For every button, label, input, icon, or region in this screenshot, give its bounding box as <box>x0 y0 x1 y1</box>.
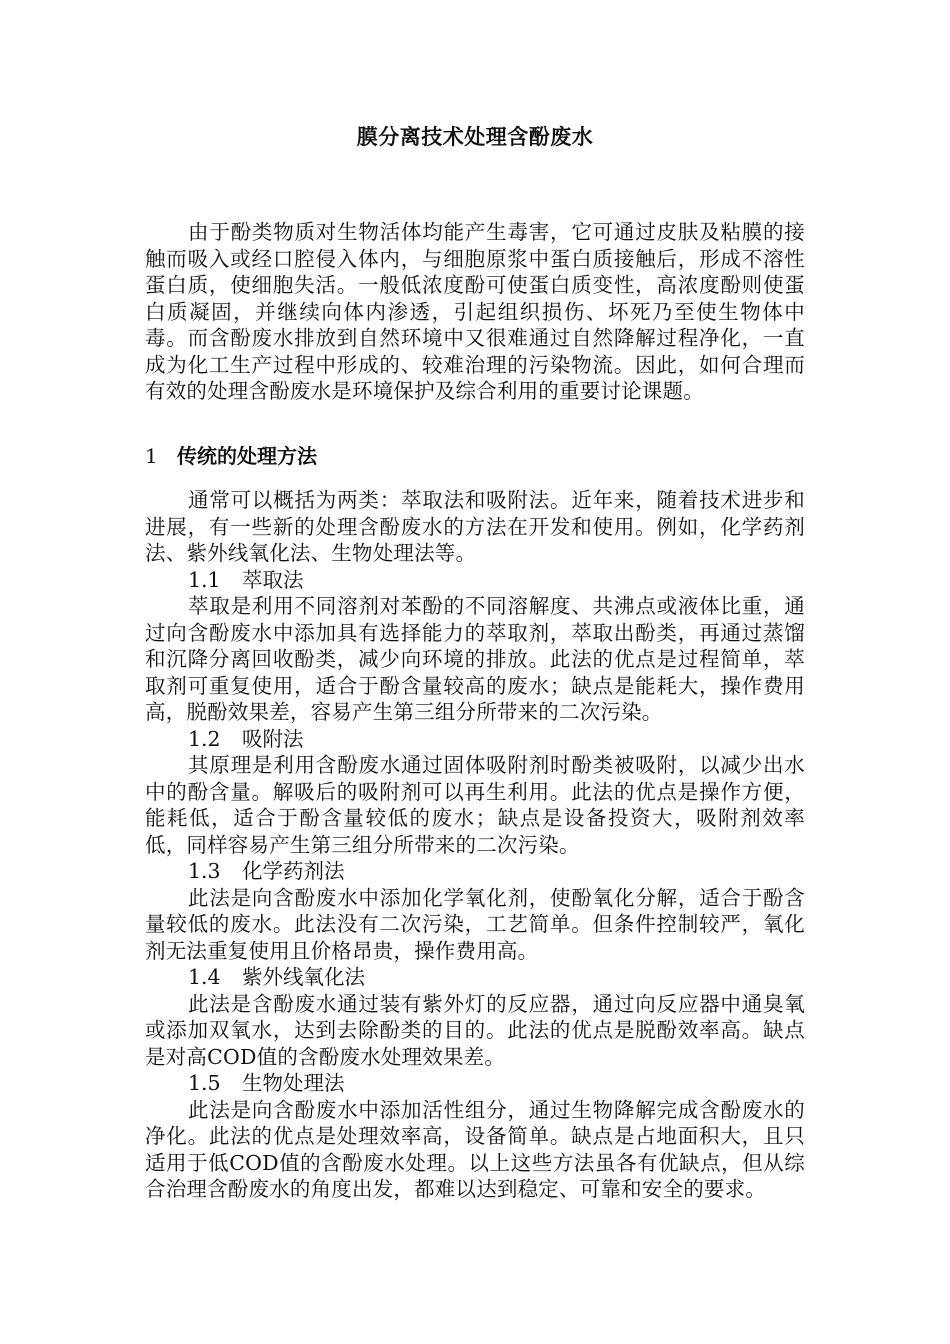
subsection-heading <box>145 567 805 594</box>
subsection-number: 1.5 <box>188 1071 221 1095</box>
subsection-number: 1.4 <box>188 965 221 989</box>
subsection-number: 1.2 <box>188 726 221 751</box>
subsection-heading <box>145 964 805 991</box>
intro-paragraph: 由于酚类物质对生物活体均能产生毒害，它可通过皮肤及粘膜的接触而吸入或经口腔侵入体内，与细胞原浆中蛋白质接触后，形成不溶性蛋白质，使细胞失活。一般低浓度酚可使蛋白质变性，高浓度酚则使蛋白质凝固，并继续向体内渗透，引起组织损伤、坏死乃至使生物体中毒。而含酚废水排放到自然环境中又很难通过自然降解过程净化，一直成为化工生产过程中形成的、较难治理的污染物流。因此，如何合理而有效的处理含酚废水是环境保护及综合利用的重要讨论课题。 <box>145 220 805 403</box>
section-overview-paragraph: 通常可以概括为两类：萃取法和吸附法。近年来，随着技术进步和进展，有一些新的处理含酚废水的方法在开发和使用。例如，化学药剂法、紫外线氧化法、生物处理法等。 <box>145 488 805 565</box>
subsection-title: 化学药剂法 <box>242 859 345 883</box>
subsection-paragraph: 萃取是利用不同溶剂对苯酚的不同溶解度、共沸点或液体比重，通过向含酚废水中添加具有选择能力的萃取剂，萃取出酚类，再通过蒸馏和沉降分离回收酚类，减少向环境的排放。此法的优点是过程简单，萃取剂可重复使用，适合于酚含量较高的废水；缺点是能耗大，操作费用高，脱酚效果差，容易产生第三组分所带来的二次污染。 <box>145 594 805 724</box>
subsection-heading <box>145 1070 805 1097</box>
section-1-body <box>145 487 805 1203</box>
subsection-paragraph: 此法是含酚废水通过装有紫外灯的反应器，通过向反应器中通臭氧或添加双氧水，达到去除酚类的目的。此法的优点是脱酚效率高。缺点是对高COD值的含酚废水处理效果差。 <box>145 991 805 1069</box>
subsection-heading <box>145 726 805 753</box>
subsection-paragraph: 其原理是利用含酚废水通过固体吸附剂时酚类被吸附，以减少出水中的酚含量。解吸后的吸附剂可以再生利用。此法的优点是操作方便，能耗低，适合于酚含量较低的废水；缺点是设备投资大，吸附剂效率低，同样容易产生第三组分所带来的二次污染。 <box>145 753 805 857</box>
intro-section <box>145 219 805 405</box>
section-number: 1 <box>145 444 158 468</box>
subsection-title: 紫外线氧化法 <box>242 965 365 989</box>
subsection-paragraph: 此法是向含酚废水中添加化学氧化剂，使酚氧化分解，适合于酚含量较低的废水。此法没有二次污染，工艺简单。但条件控制较严，氧化剂无法重复使用且价格昂贵，操作费用高。 <box>145 885 805 963</box>
subsection-title: 萃取法 <box>242 567 304 592</box>
section-1-heading <box>145 441 805 471</box>
subsection-title: 生物处理法 <box>242 1071 345 1095</box>
subsection-heading <box>145 858 805 885</box>
subsection-number: 1.3 <box>188 859 221 883</box>
subsection-title: 吸附法 <box>242 726 304 751</box>
subsection-number: 1.1 <box>188 567 221 592</box>
section-title: 传统的处理方法 <box>177 444 317 468</box>
document-title: 膜分离技术处理含酚废水 <box>356 124 594 149</box>
subsection-paragraph: 此法是向含酚废水中添加活性组分，通过生物降解完成含酚废水的净化。此法的优点是处理效率高，设备简单。缺点是占地面积大，且只适用于低COD值的含酚废水处理。以上这些方法虽各有优缺点，但从综合治理含酚废水的角度出发，都难以达到稳定、可靠和安全的要求。 <box>145 1097 805 1201</box>
